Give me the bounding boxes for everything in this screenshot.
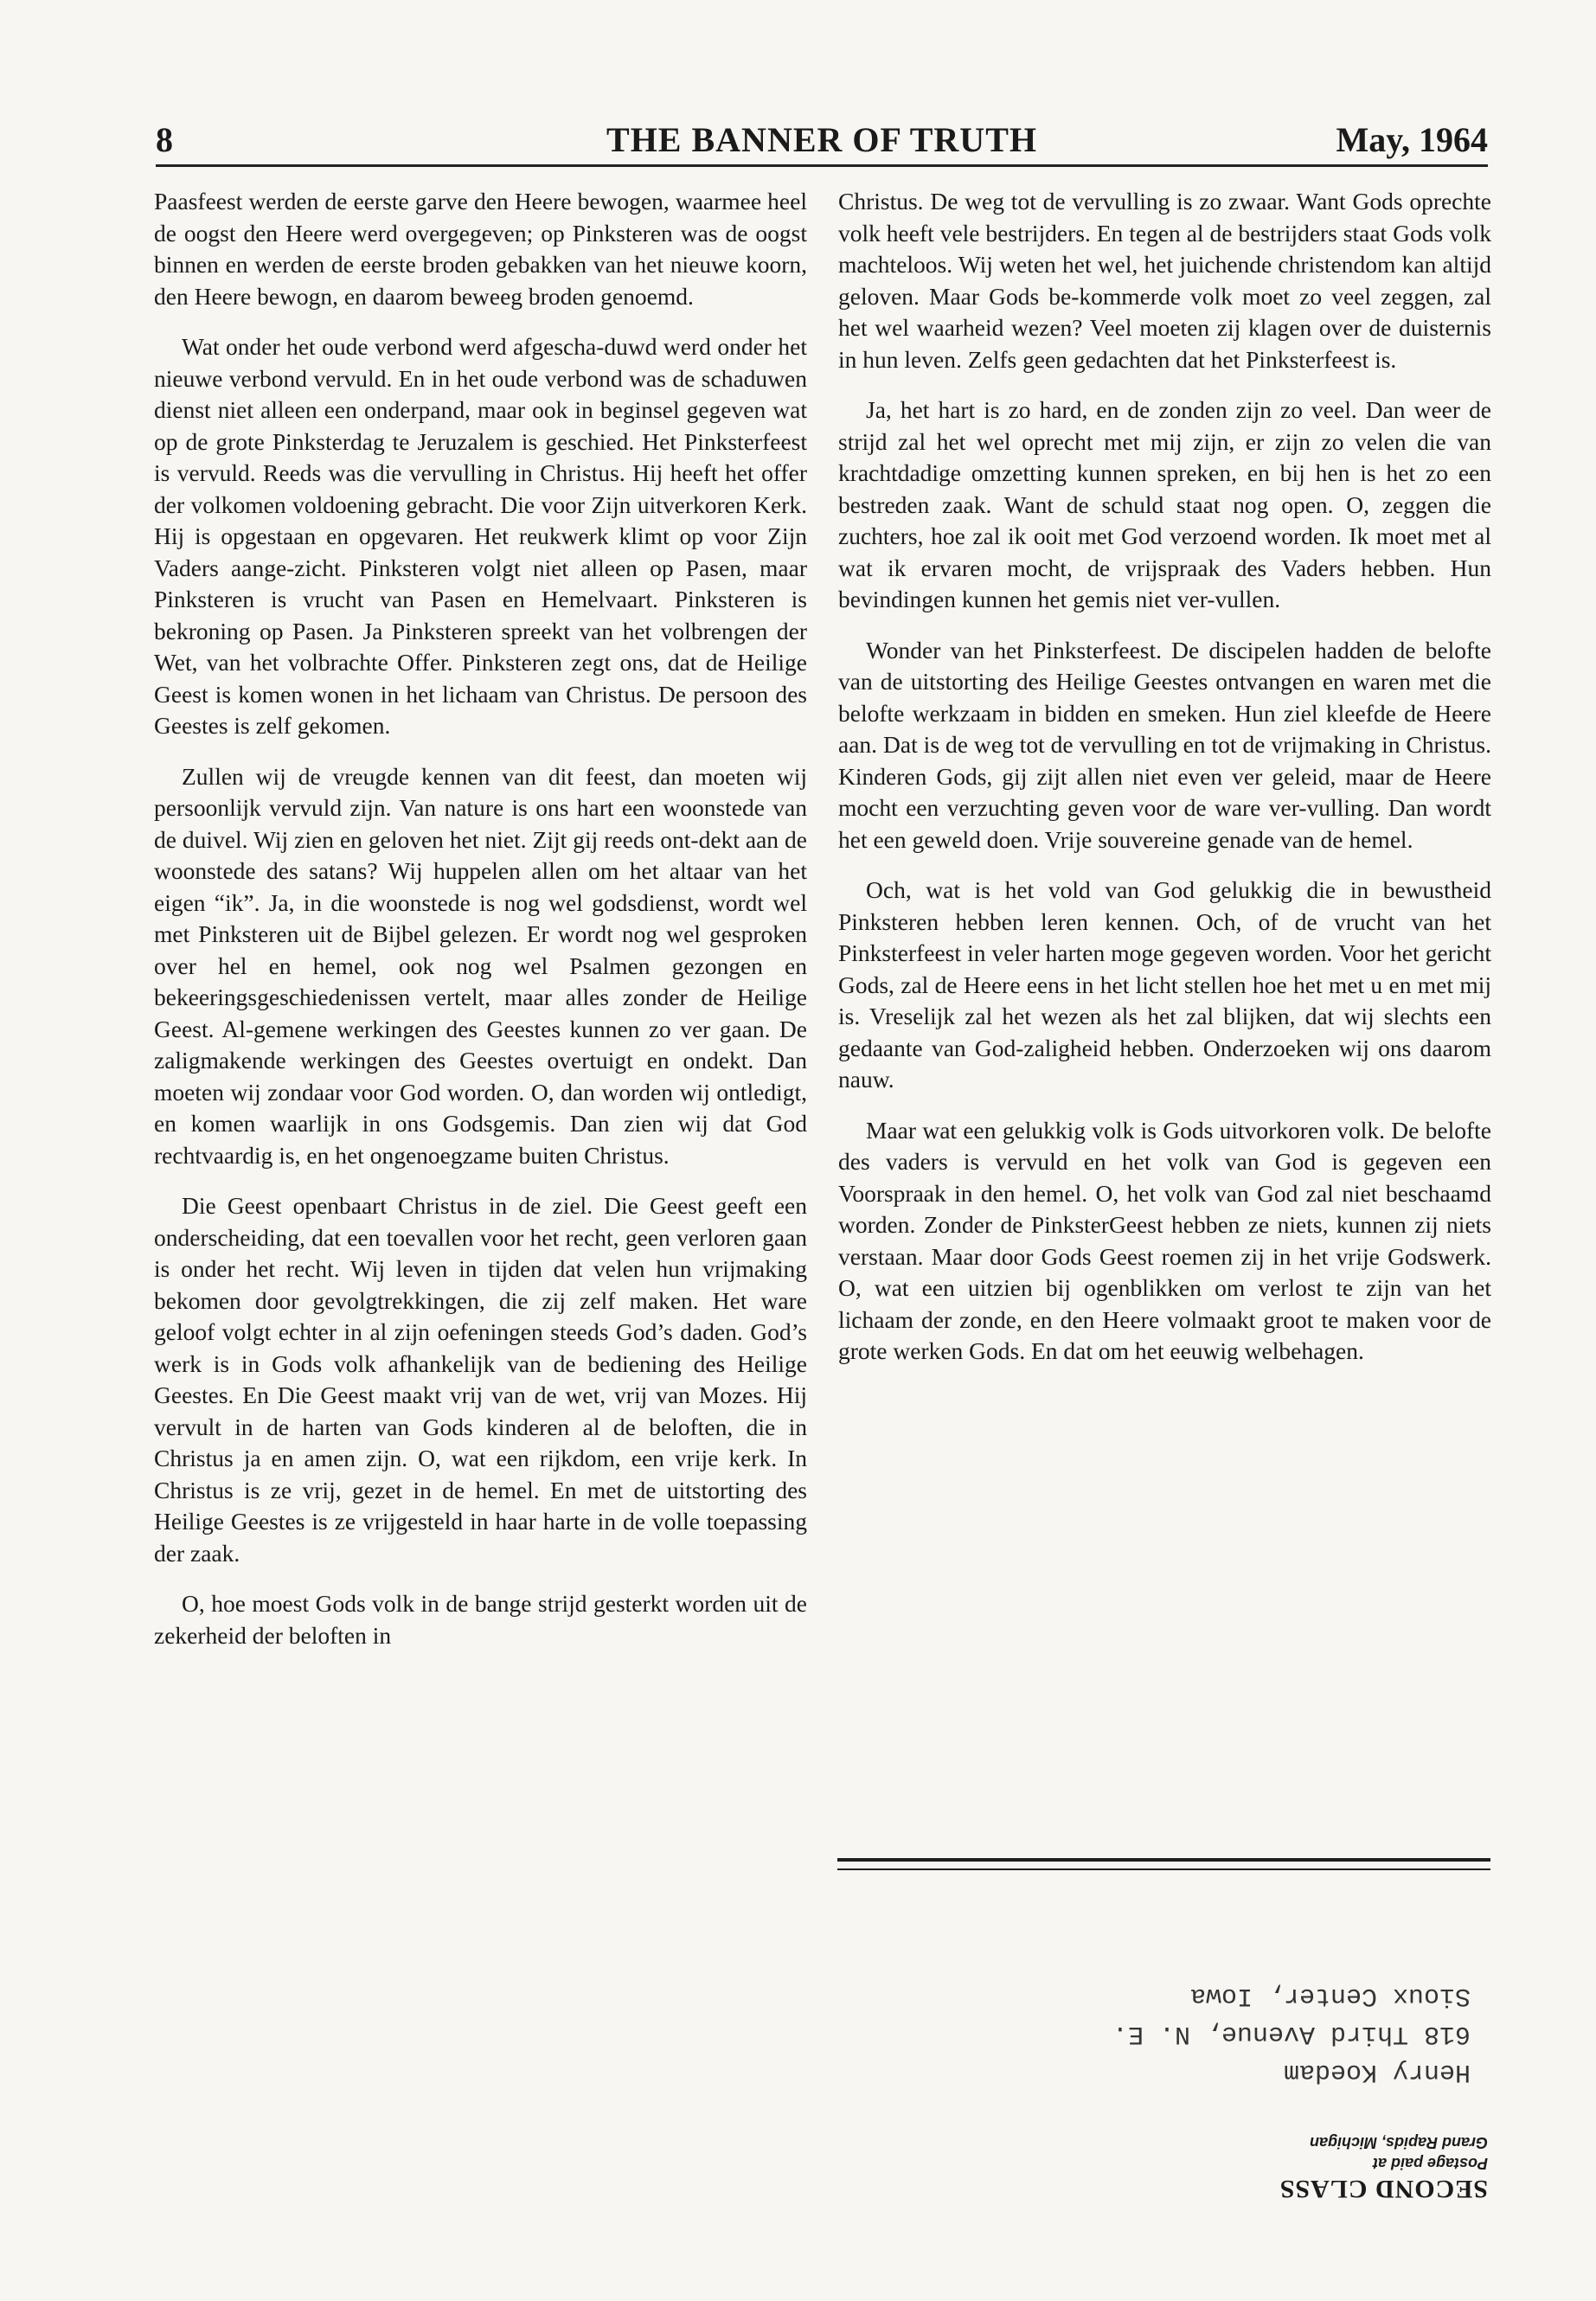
postage-line-2: Grand Rapids, Michigan <box>1309 2134 1488 2151</box>
paragraph: Paasfeest werden de eerste garve den Heere bewogen, waarmee heel de oogst den Heere werd overgegeven; op Pinksteren was de oogst binnen en werden de eerste broden gebakken van het nieuwe koorn, den Heere bewogn, en daarom beweeg broden genoemd. <box>154 188 807 310</box>
paragraph: Die Geest openbaart Christus in de ziel. Die Geest geeft een onderscheiding, dat een toevallen voor het recht, geen verloren gaan is onder het recht. Wij leven in tijden dat velen hun vrijmaking bekomen door gevolgtrekkingen, die zij zelf maken. Het ware geloof volgt echter in al zijn oefeningen steeds God’s daden. God’s werk is in Gods volk afhankelijk van de bediening des Heilige Geestes. En Die Geest maakt vrij van de wet, vrij van Mozes. Hij vervult in de harten van Gods kinderen al de beloften, die in Christus ja en amen zijn. O, wat een rijkdom, een vrije kerk. In Christus is ze vrij, gezet in de hemel. En met de uitstorting des Heilige Geestes is ze vrijgesteld in haar harte in de volle toepassing der zaak. <box>154 1192 807 1567</box>
mailing-address-label <box>1055 1977 1471 2091</box>
paragraph: O, hoe moest Gods volk in de bange strijd gesterkt worden uit de zekerheid der beloften in <box>154 1590 807 1649</box>
section-divider <box>837 1858 1490 1862</box>
recipient-name: Henry Koedam <box>1283 2057 1471 2086</box>
paragraph: Ja, het hart is zo hard, en de zonden zijn zo veel. Dan weer de strijd zal het wel oprecht met mij zijn, er zijn zo velen die van krachtdadige omzetting kunnen spreken, en bij hen is het zo een bestreden zaak. Want de schuld staat nog open. O, zeggen die zuchters, hoe zal ik ooit met God verzoend worden. Ik moet met al wat ik ervaren mocht, de vrijspraak des Vaders hebben. Hun bevindingen kunnen het gemis niet ver-vullen. <box>838 396 1491 612</box>
page-number: 8 <box>156 120 173 159</box>
paragraph: Christus. De weg tot de vervulling is zo zwaar. Want Gods oprechte volk heeft vele bestrijders. En tegen al de bestrijders staat Gods volk machteloos. Wij weten het wel, het juichende christendom kan altijd geloven. Maar Gods be-kommerde volk moet zo veel zeggen, zal het wel waarheid wezen? Veel moeten zij klagen over de duisternis in hun leven. Zelfs geen gedachten dat het Pinksterfeest is. <box>838 188 1491 373</box>
postage-indicia <box>1202 2132 1488 2203</box>
paragraph: Och, wat is het vold van God gelukkig die in bewustheid Pinksteren hebben leren kennen. Och, of de vrucht van het Pinksterfeest in veler harten moge gegeven worden. Voor het gericht Gods, zal de Heere eens in het licht stellen hoe het met u en met mij is. Vreselijk zal het wezen als het zal blijken, dat wij slechts een gedaante van God-zaligheid hebben. Onderzoeken wij ons daarom nauw. <box>838 876 1491 1093</box>
postage-line-1: Postage paid at <box>1372 2155 1488 2172</box>
page-header <box>156 119 1488 167</box>
issue-date: May, 1964 <box>1336 120 1488 159</box>
left-column <box>154 186 807 1670</box>
recipient-city: Sioux Center, Iowa <box>1189 1981 1471 2010</box>
section-divider <box>837 1868 1490 1870</box>
paragraph: Wat onder het oude verbond werd afgescha-duwd werd onder het nieuwe verbond vervuld. En in het oude verbond was de schaduwen dienst niet alleen een onderpand, maar ook in beginsel gegeven wat op de grote Pinksterdag te Jeruzalem is geschied. Het Pinksterfeest is vervuld. Reeds was die vervulling in Christus. Hij heeft het offer der volkomen voldoening gebracht. Die voor Zijn uitverkoren Kerk. Hij is opgestaan en opgevaren. Het reukwerk klimt op voor Zijn Vaders aange-zicht. Pinksteren volgt niet alleen op Pasen, maar Pinksteren is vrucht van Pasen en Hemelvaart. Pinksteren is bekroning op Pasen. Ja Pinksteren spreekt van het volbrengen der Wet, van het volbrachte Offer. Pinksteren zegt ons, dat de Heilige Geest is komen wonen in het lichaam van Christus. De persoon des Geestes is zelf gekomen. <box>154 333 807 739</box>
paragraph: Zullen wij de vreugde kennen van dit feest, dan moeten wij persoonlijk vervuld zijn. Van nature is ons hart een woonstede van de duivel. Wij zien en geloven het niet. Zijt gij reeds ont-dekt aan de woonstede des satans? Wij huppelen allen om het altaar van het eigen “ik”. Ja, in die woonstede is nog wel godsdienst, wordt wel met Pinksteren uit de Bijbel gelezen. Er wordt nog wel gesproken over hel en hemel, ook nog wel Psalmen gezongen en bekeeringsgeschiedenissen vertelt, maar alles zonder de Heilige Geest. Al-gemene werkingen des Geestes kunnen zo ver gaan. De zaligmakende werkingen des Geestes overtuigt en ondekt. Dan moeten wij zondaar voor God worden. O, dan worden wij ontledigt, en komen waarlijk in ons Godsgemis. Dan zien wij dat God rechtvaardig is, en het ongenoegzame buiten Christus. <box>154 762 807 1169</box>
paragraph: Maar wat een gelukkig volk is Gods uitvorkoren volk. De belofte des vaders is vervuld en het volk van God is gegeven een Voorspraak in den hemel. O, het volk van God zal niet beschaamd worden. Zonder de PinksterGeest hebben ze niets, kunnen zij niets verstaan. Maar door Gods Geest roemen zij in het vrije Godswerk. O, wat een uitzien bij ogenblikken om verlost te zijn van het lichaam der zonde, en den Heere volmaakt groot te maken voor de grote werken Gods. En dat om het eeuwig welbehagen. <box>838 1116 1491 1364</box>
postage-class: SECOND CLASS <box>1279 2175 1488 2203</box>
recipient-street: 618 Third Avenue, N. E. <box>1112 2019 1471 2048</box>
right-column <box>838 186 1491 1387</box>
publication-title: THE BANNER OF TRUTH <box>606 120 1037 159</box>
paragraph: Wonder van het Pinksterfeest. De discipelen hadden de belofte van de uitstorting des Heilige Geestes ontvangen en waren met die belofte werkzaam in bidden en smeken. Hun ziel kleefde de Heere aan. Dat is de weg tot de vervulling en tot de vrijmaking in Christus. Kinderen Gods, gij zijt allen niet even ver geleid, maar de Heere mocht een verzuchting geven voor de ware ver-vulling. Dan wordt het een geweld doen. Vrije souvereine genade van de hemel. <box>838 636 1491 853</box>
